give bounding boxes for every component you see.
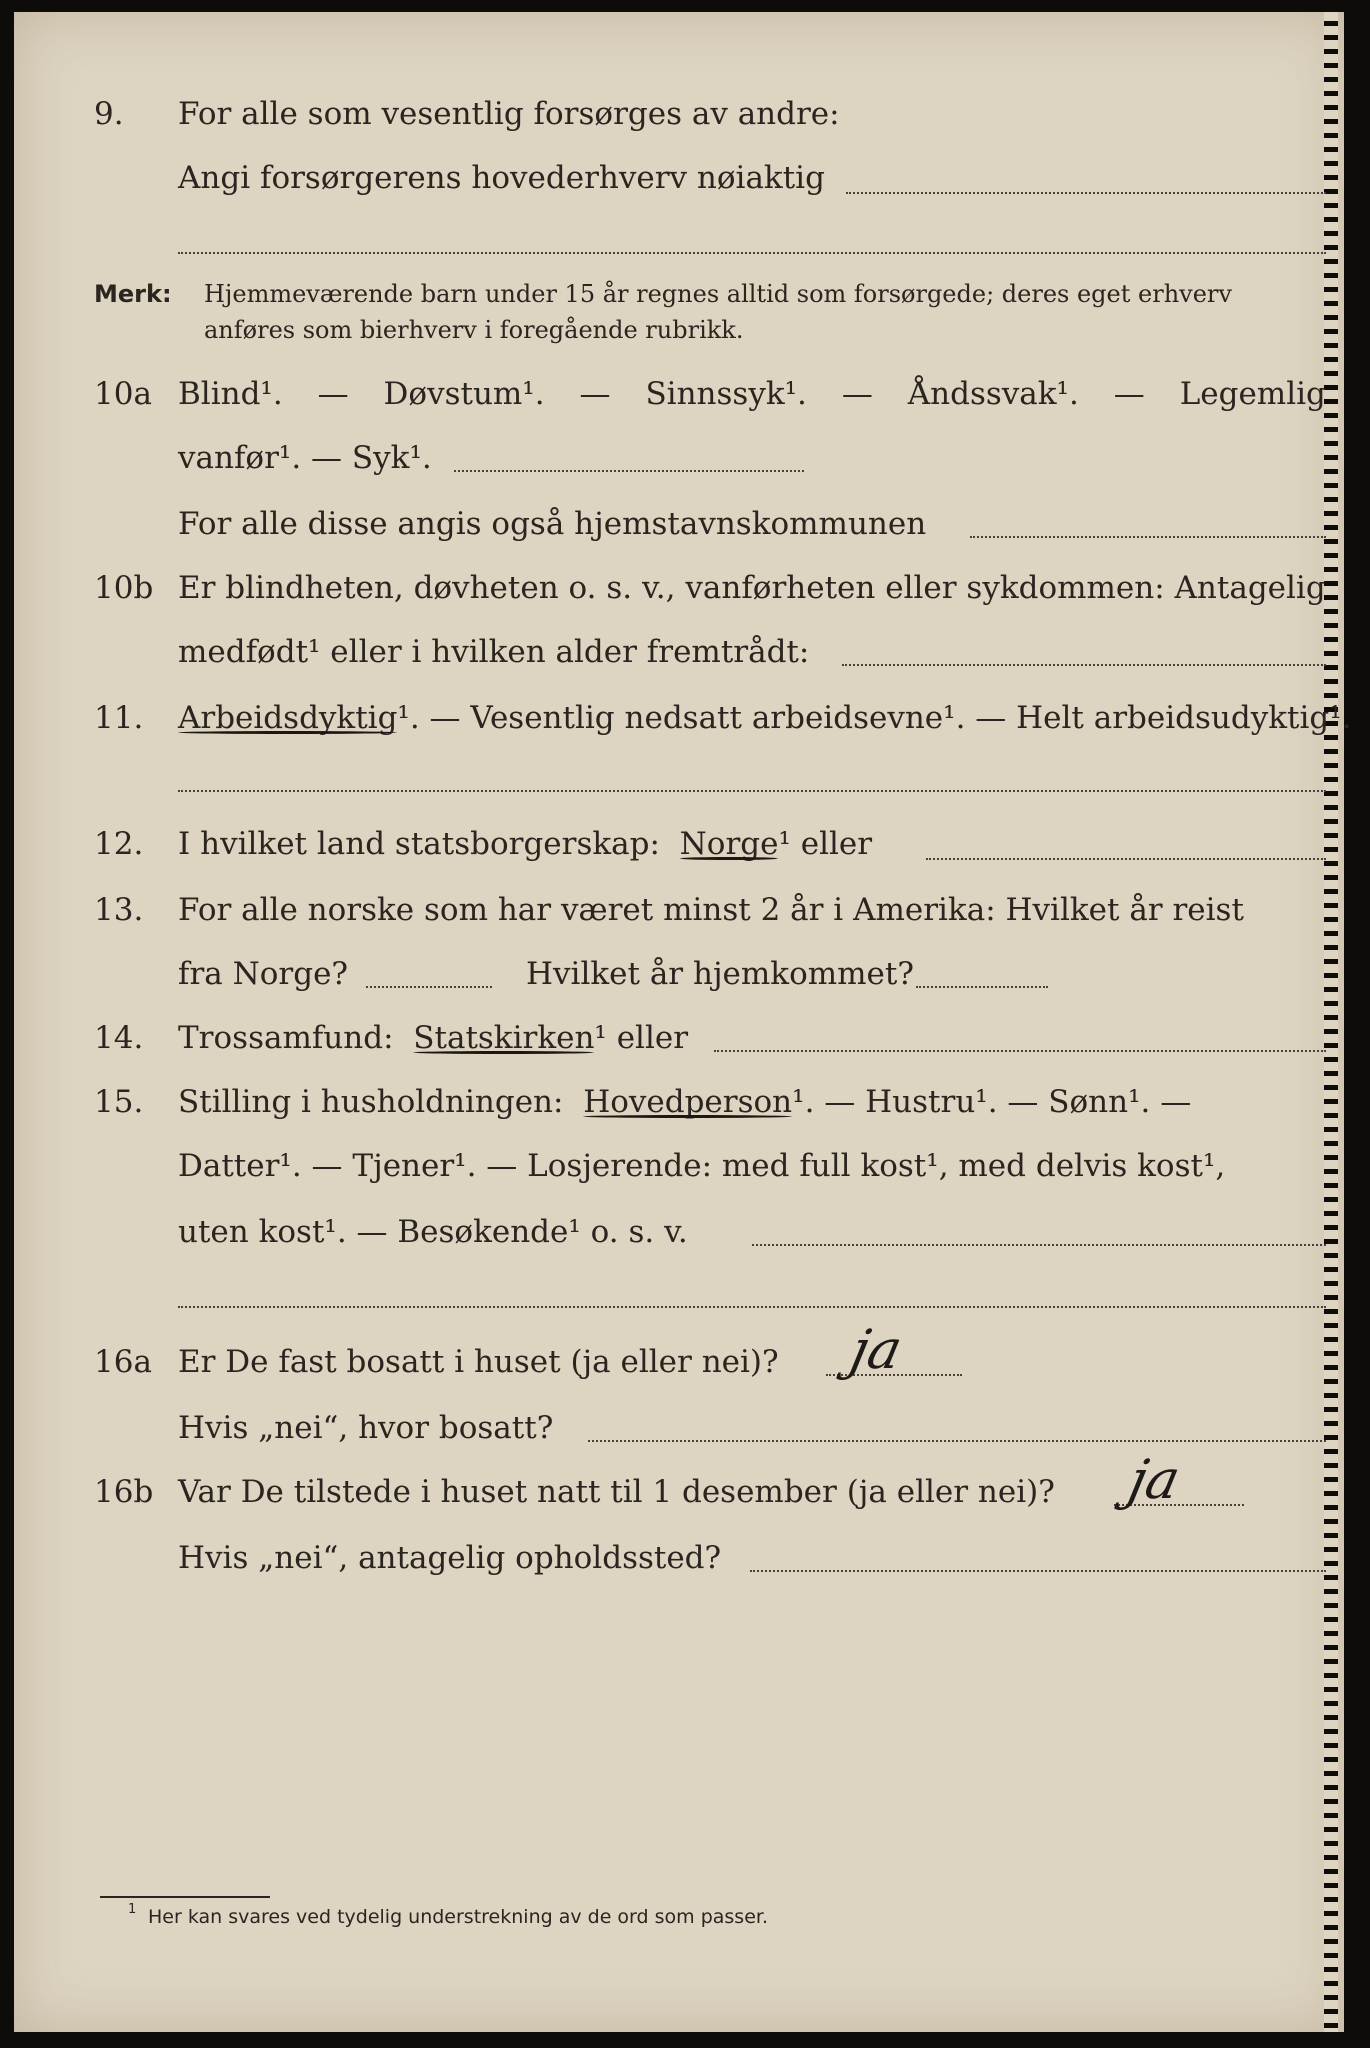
footnote-mark: 1	[128, 1902, 137, 1917]
question-number: 15.	[94, 1084, 144, 1120]
question-text: uten kost¹. — Besøkende¹ o. s. v.	[178, 1214, 688, 1250]
question-text: Datter¹. — Tjener¹. — Losjerende: med full kost¹, med delvis kost¹,	[178, 1148, 1226, 1184]
options-rest: ¹. — Vesentlig nedsatt arbeidsevne¹. — Helt arbeidsudyktig¹.	[397, 700, 1352, 736]
note-label-text: Merk:	[94, 280, 172, 308]
option-word[interactable]: Sinnssyk¹.	[645, 376, 807, 412]
answer-field-16a-2[interactable]	[588, 1440, 1326, 1442]
question-prompt: Stilling i husholdningen:	[178, 1084, 564, 1120]
footnote-text: Her kan svares ved tydelig understrekning av de ord som passer.	[148, 1906, 768, 1928]
answer-field-16b-2[interactable]	[750, 1570, 1326, 1572]
perforated-edge	[1324, 12, 1338, 2032]
answer-field-15b[interactable]	[178, 1306, 1326, 1308]
question-number: 12.	[94, 826, 144, 862]
footnote	[128, 1902, 768, 1928]
question-text: medfødt¹ eller i hvilken alder fremtrådt:	[178, 634, 810, 670]
dash: —	[317, 376, 349, 412]
answer-field-12[interactable]	[926, 858, 1326, 860]
question-prompt: I hvilket land statsborgerskap:	[178, 826, 660, 862]
question-text: Angi forsørgerens hovederhverv nøiaktig	[178, 160, 825, 196]
underlined-answer[interactable]: Statskirken	[413, 1020, 595, 1056]
answer-field-11[interactable]	[178, 790, 1326, 792]
question-number: 10b	[94, 570, 154, 606]
question-text: Var De tilstede i huset natt til 1 desember (ja eller nei)?	[178, 1474, 1055, 1510]
question-text: For alle som vesentlig forsørges av andre:	[178, 96, 840, 132]
question-text	[178, 1082, 1191, 1122]
question-suffix: ¹ eller	[594, 1020, 689, 1056]
question-text	[178, 1018, 688, 1058]
census-form-page	[14, 12, 1352, 2032]
question-text	[178, 824, 872, 864]
answer-field-15[interactable]	[752, 1244, 1326, 1246]
question-text: For alle disse angis også hjemstavnskommunen	[178, 506, 927, 542]
question-text: For alle norske som har været minst 2 år i Amerika: Hvilket år reist	[178, 892, 1244, 928]
answer-field-9a[interactable]	[846, 192, 1326, 194]
answer-field-9b[interactable]	[178, 252, 1326, 254]
question-options	[178, 374, 1326, 414]
footnote-rule	[100, 1896, 270, 1898]
note-label	[94, 278, 172, 310]
note-text-2: anføres som bierhverv i foregående rubrikk.	[204, 316, 744, 344]
question-suffix: ¹ eller	[778, 826, 873, 862]
underlined-answer[interactable]: Norge	[679, 826, 779, 862]
question-number: 10a	[94, 376, 152, 412]
question-text: Er De fast bosatt i huset (ja eller nei)?	[178, 1344, 779, 1380]
question-text: fra Norge?	[178, 956, 349, 992]
option-word[interactable]: Døvstum¹.	[383, 376, 545, 412]
question-number: 16b	[94, 1474, 154, 1510]
underlined-answer[interactable]: Hovedperson	[583, 1084, 793, 1120]
answer-field-10a[interactable]	[454, 470, 804, 472]
question-number: 11.	[94, 700, 144, 736]
option-word[interactable]: Legemlig	[1179, 376, 1326, 412]
handwritten-answer: ja	[845, 1318, 908, 1381]
note-text: Hjemmeværende barn under 15 år regnes alltid som forsørgede; deres eget erhverv	[204, 280, 1232, 308]
dash: —	[841, 376, 873, 412]
dash: —	[579, 376, 611, 412]
question-options	[178, 698, 1352, 738]
answer-field-13b[interactable]	[916, 986, 1048, 988]
underlined-answer[interactable]: Arbeidsdyktig	[178, 700, 398, 736]
question-number: 13.	[94, 892, 144, 928]
dash: —	[1113, 376, 1145, 412]
question-text: Hvis „nei“, hvor bosatt?	[178, 1410, 554, 1446]
answer-field-14[interactable]	[714, 1050, 1326, 1052]
options-rest: ¹. — Hustru¹. — Sønn¹. —	[792, 1084, 1192, 1120]
question-number: 16a	[94, 1344, 152, 1380]
answer-field-hjemstavn[interactable]	[970, 536, 1326, 538]
question-number: 9.	[94, 96, 124, 132]
option-word[interactable]: Åndssvak¹.	[907, 376, 1079, 412]
question-text: Hvilket år hjemkommet?	[526, 956, 914, 992]
question-text: Hvis „nei“, antagelig opholdssted?	[178, 1540, 722, 1576]
question-prompt: Trossamfund:	[178, 1020, 394, 1056]
option-word[interactable]: Blind¹.	[178, 376, 283, 412]
question-number: 14.	[94, 1020, 144, 1056]
answer-field-10b[interactable]	[842, 664, 1326, 666]
question-text: vanfør¹. — Syk¹.	[178, 440, 432, 476]
handwritten-answer: ja	[1123, 1448, 1186, 1511]
question-text: Er blindheten, døvheten o. s. v., vanførheten eller sykdommen: Antagelig	[178, 570, 1326, 606]
answer-field-13a[interactable]	[366, 986, 492, 988]
